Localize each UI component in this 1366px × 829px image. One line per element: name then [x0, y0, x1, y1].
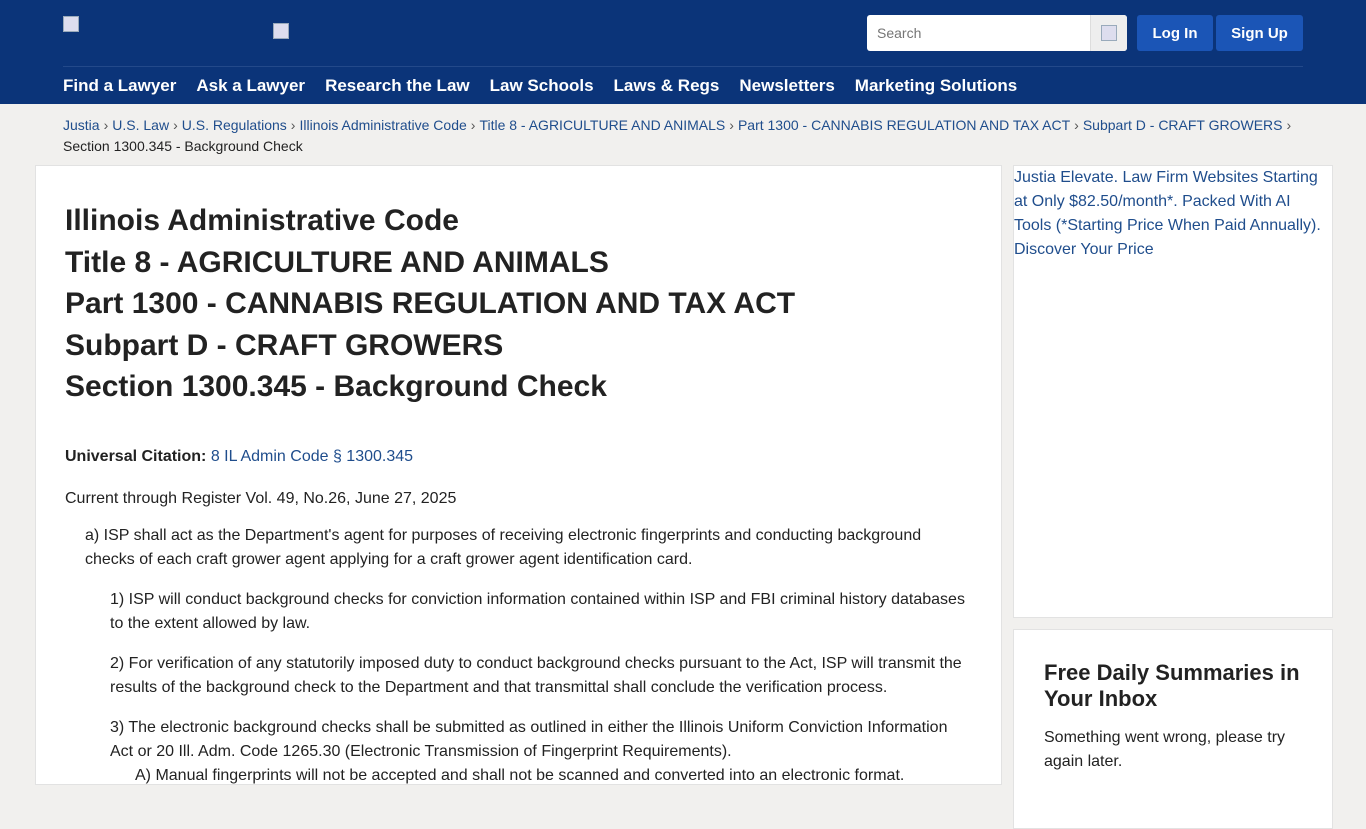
breadcrumb-link[interactable]: Title 8 - AGRICULTURE AND ANIMALS	[479, 117, 726, 133]
breadcrumb-link[interactable]: Justia	[63, 117, 100, 133]
newsletter-box	[1013, 629, 1333, 829]
title-line: Illinois Administrative Code	[65, 204, 459, 237]
title-line: Subpart D - CRAFT GROWERS	[65, 328, 504, 362]
main-content	[35, 165, 1002, 785]
header-image	[273, 23, 289, 39]
newsletter-error: Something went wrong, please try again later.	[1044, 729, 1286, 770]
breadcrumb-link[interactable]: Illinois Administrative Code	[299, 117, 467, 133]
login-button[interactable]: Log In	[1137, 15, 1213, 51]
newsletter-title: Free Daily Summaries in Your Inbox	[1044, 660, 1300, 711]
nav-ask-a-lawyer[interactable]: Ask a Lawyer	[196, 76, 306, 95]
site-header	[0, 0, 1366, 104]
search-button[interactable]	[1090, 15, 1127, 51]
search-input[interactable]	[867, 15, 1090, 51]
ad-image-link[interactable]: Justia Elevate. Law Firm Websites Starting at Only $82.50/month*. Packed With AI Tools (*Starting Price When Paid Annually). Discover Your Price	[1013, 165, 1333, 618]
paragraph-3a: A) Manual fingerprints will not be accepted and shall not be scanned and converted into an electronic format.	[135, 766, 905, 784]
paragraph-2: 2) For verification of any statutorily imposed duty to conduct background checks pursuant to the Act, ISP will transmit the results of the background check to the Department and that transmittal shall conclude the verification process.	[110, 654, 962, 696]
title-line: Section 1300.345 - Background Check	[65, 370, 607, 403]
title-line: Part 1300 - CANNABIS REGULATION AND TAX ACT	[65, 287, 796, 320]
breadcrumb-link[interactable]: U.S. Law	[112, 117, 170, 133]
divider	[63, 66, 1303, 67]
breadcrumb: Justia › U.S. Law › U.S. Regulations › Illinois Administrative Code › Title 8 - AGRICULTURE AND ANIMALS › Part 1300 - CANNABIS REGULATION AND TAX ACT › Subpart D - CRAFT GROWERS › Section 1300.345 - Background Check	[63, 117, 1292, 154]
paragraph-1: 1) ISP will conduct background checks for conviction information contained within ISP and FBI criminal history databases to the extent allowed by law.	[110, 590, 965, 632]
nav-marketing-solutions[interactable]: Marketing Solutions	[854, 76, 1018, 95]
signup-button[interactable]: Sign Up	[1216, 15, 1303, 51]
breadcrumb-link[interactable]: Subpart D - CRAFT GROWERS	[1082, 117, 1283, 133]
title-line: Title 8 - AGRICULTURE AND ANIMALS	[65, 245, 609, 279]
universal-citation	[65, 448, 972, 466]
nav-find-a-lawyer[interactable]: Find a Lawyer	[63, 76, 177, 95]
nav-law-schools[interactable]: Law Schools	[489, 76, 594, 95]
breadcrumb-link[interactable]: U.S. Regulations	[181, 117, 287, 133]
paragraph-a: a) ISP shall act as the Department's agent for purposes of receiving electronic fingerprints and conducting background checks of each craft grower agent applying for a craft grower agent identification card.	[85, 526, 922, 568]
nav-laws-regs[interactable]: Laws & Regs	[613, 76, 720, 95]
page-title	[65, 200, 972, 408]
current-through: Current through Register Vol. 49, No.26, June 27, 2025	[65, 489, 457, 507]
breadcrumb-current: Section 1300.345 - Background Check	[63, 138, 303, 154]
search-box	[867, 15, 1127, 51]
citation-link[interactable]: 8 IL Admin Code § 1300.345	[210, 447, 414, 465]
justia-logo-image[interactable]	[63, 16, 79, 32]
paragraph-3: 3) The electronic background checks shall be submitted as outlined in either the Illinois Uniform Conviction Information Act or 20 Ill. Adm. Code 1265.30 (Electronic Transmission of Fingerprint Requirements).	[110, 718, 948, 760]
citation-label: Universal Citation:	[65, 447, 207, 465]
nav-newsletters[interactable]: Newsletters	[739, 76, 835, 95]
nav-research-the-law[interactable]: Research the Law	[325, 76, 470, 95]
breadcrumb-link[interactable]: Part 1300 - CANNABIS REGULATION AND TAX ACT	[737, 117, 1071, 133]
search-icon	[1101, 25, 1117, 41]
main-nav	[63, 76, 1017, 96]
